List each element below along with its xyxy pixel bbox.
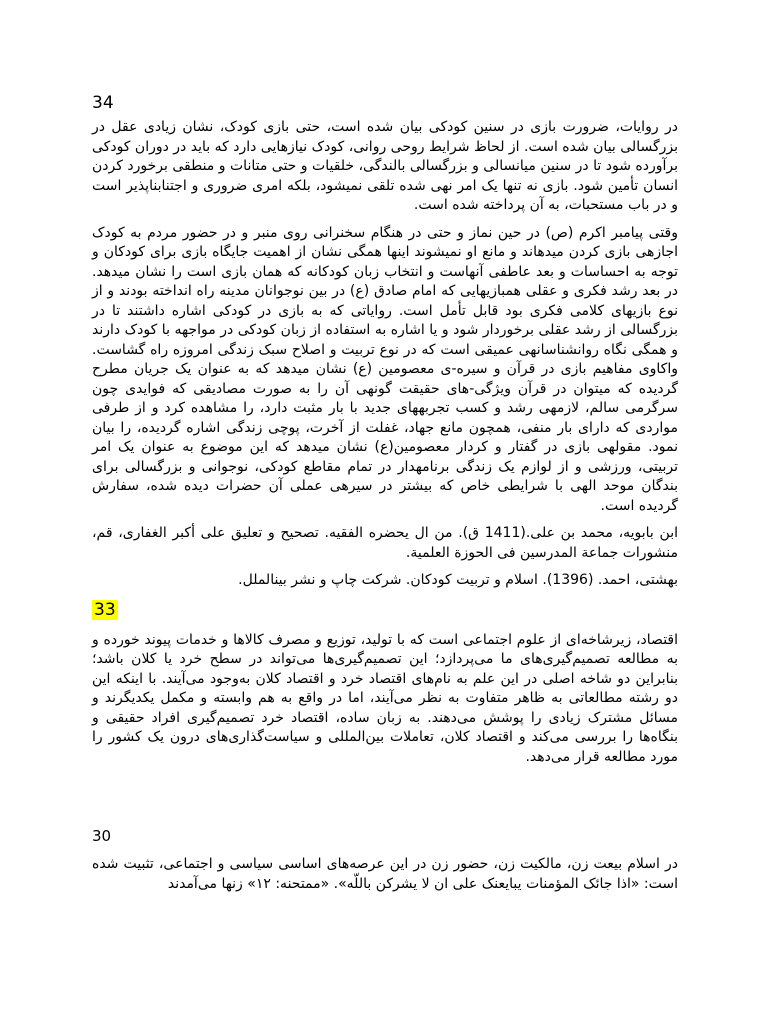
highlighted-page-number: 33 <box>94 599 116 620</box>
paragraph-prophet-and-play: وقتی پیامبر اکرم (ص) در حین نماز و حتی در هنگام سخنرانی روی منبر و در حضور مردم به کودک اجازهی بازی کردن میدهاند و مانع او نمیشوند اینها همگی نشان از اهمیت جایگاه بازی برای کودکان و توجه به احساسات و بعد عاطفی آنهاست و انتخاب زبان کودکانه که همان بازی است را نشان میدهد. در بعد رشد فکری و عقلی همبازیهایی که امام صادق (ع) در بین نوجوانان مدینه راه انداخته بودند و از نوع بازیهای کلامی فکری بود قابل تأمل است. روایاتی که به بازی در کودکی اشاره داشتند تا در بزرگسالی از رشد عقلی برخوردار شود و یا اشاره به استفاده از زبان کودکی در مواجهه با کودک دارند و همگی نگاه روانشناسانهی عمیقی است که در نوع تربیت و اصلاح سبک زندگی امروزه راه گشاست. واکاوی مفاهیم بازی در قرآن و سیره-ی معصومین (ع) نشان میدهد که به عنوان یک جریان مطرح گردیده که میتوان در قرآن ویژگی-های حقیقت گونهی آن را به صورت مصادیقی که فوایدی چون سرگرمی سالم، لازمهی رشد و کسب تجربههای جدید با بار مثبت دارد، را مشاهده کرد و از طرفی مواردی که دارای بار منفی، همچون مانع جهاد، غفلت از آخرت، پوچی زندگی اشاره گردیده، را بیان نمود. مقولهی بازی در گفتار و کردار معصومین(ع) نشان میدهد که این موضوع به عنوان یک امر تربیتی، ورزشی و از لوازم یک زندگی برنامهدار در تمام مقاطع کودکی، نوجوانی و بزرگسالی برای بندگان موحد الهی با شرایطی خاص که بیشتر در سیرهی عملی آن حضرات دیده شده، سفارش گردیده است. <box>92 224 678 514</box>
document-page <box>92 84 678 902</box>
page-number-34: 34 <box>92 93 114 113</box>
paragraph-play-in-narrations: در روایات، ضرورت بازی در سنین کودکی بیان شده است، حتی بازی کودک، نشان زیادی عقل در بزرگسالی بیان شده است. از لحاظ شرایط روحی روانی، کودک نیازهایی دارد که باید در دوران کودکی برآورده شود تا در سنین میانسالی و بزرگسالی بالندگی، خلقیات و حتی متانات و منطقی برخورد کردن انسان تأمین شود. بازی نه تنها یک امر نهی شده تلقی نمیشود، بلکه امری ضروری و اجتنابناپذیر است و در باب مستحبات، به آن پرداخته شده است. <box>92 119 678 213</box>
reference-beheshti: بهشتی، احمد. (1396). اسلام و تربیت کودکان. شرکت چاپ و نشر بینالملل. <box>238 572 678 588</box>
paragraph-women-in-islam: در اسلام بیعت زن، مالکیت زن، حضور زن در این عرصه‌های اساسی سیاسی و اجتماعی، تثبیت شده است: «اذا جائک المؤمنات یبایعنک علی ان لا یشرکن باللّه». «ممتحنه: ۱۲» زنها می‌آمدند <box>92 856 678 892</box>
page-number-33 <box>92 599 678 621</box>
paragraph-economics: اقتصاد، زیرشاخه‌ای از علوم اجتماعی است که با تولید، توزیع و مصرف کالاها و خدمات پیوند خورده و به مطالعه تصمیم‌گیری‌های ما می‌پردازد؛ این تصمیم‌گیری‌ها می‌تواند در سطح خرد یا کلان باشد؛ بنابراین دو شاخه اصلی در این علم به نام‌های اقتصاد خرد و اقتصاد کلان به‌وجود می‌آیند. با اینکه این دو رشته مطالعاتی به ظاهر متفاوت به نظر می‌آیند، اما در واقع به هم وابسته و مکمل یکدیگرند و مسائل مشترک زیادی را پوشش می‌دهند. به زبان ساده، اقتصاد خرد تصمیم‌گیری افراد حقیقی و بنگاه‌ها را بررسی می‌کند و اقتصاد کلان، تعاملات بین‌المللی و سیاست‌گذاری‌های درون یک کشور را مورد مطالعه قرار می‌دهد. <box>92 631 678 765</box>
reference-ibn-babawayh: ابن بابویه، محمد بن علی.(1411 ق). من ال یحضره الفقیه. تصحیح و تعلیق علی أکبر الغفاری، قم، منشورات جماعة المدرسین فی الحوزة العلمیة. <box>92 525 678 561</box>
page-number-30: 30 <box>92 827 112 845</box>
